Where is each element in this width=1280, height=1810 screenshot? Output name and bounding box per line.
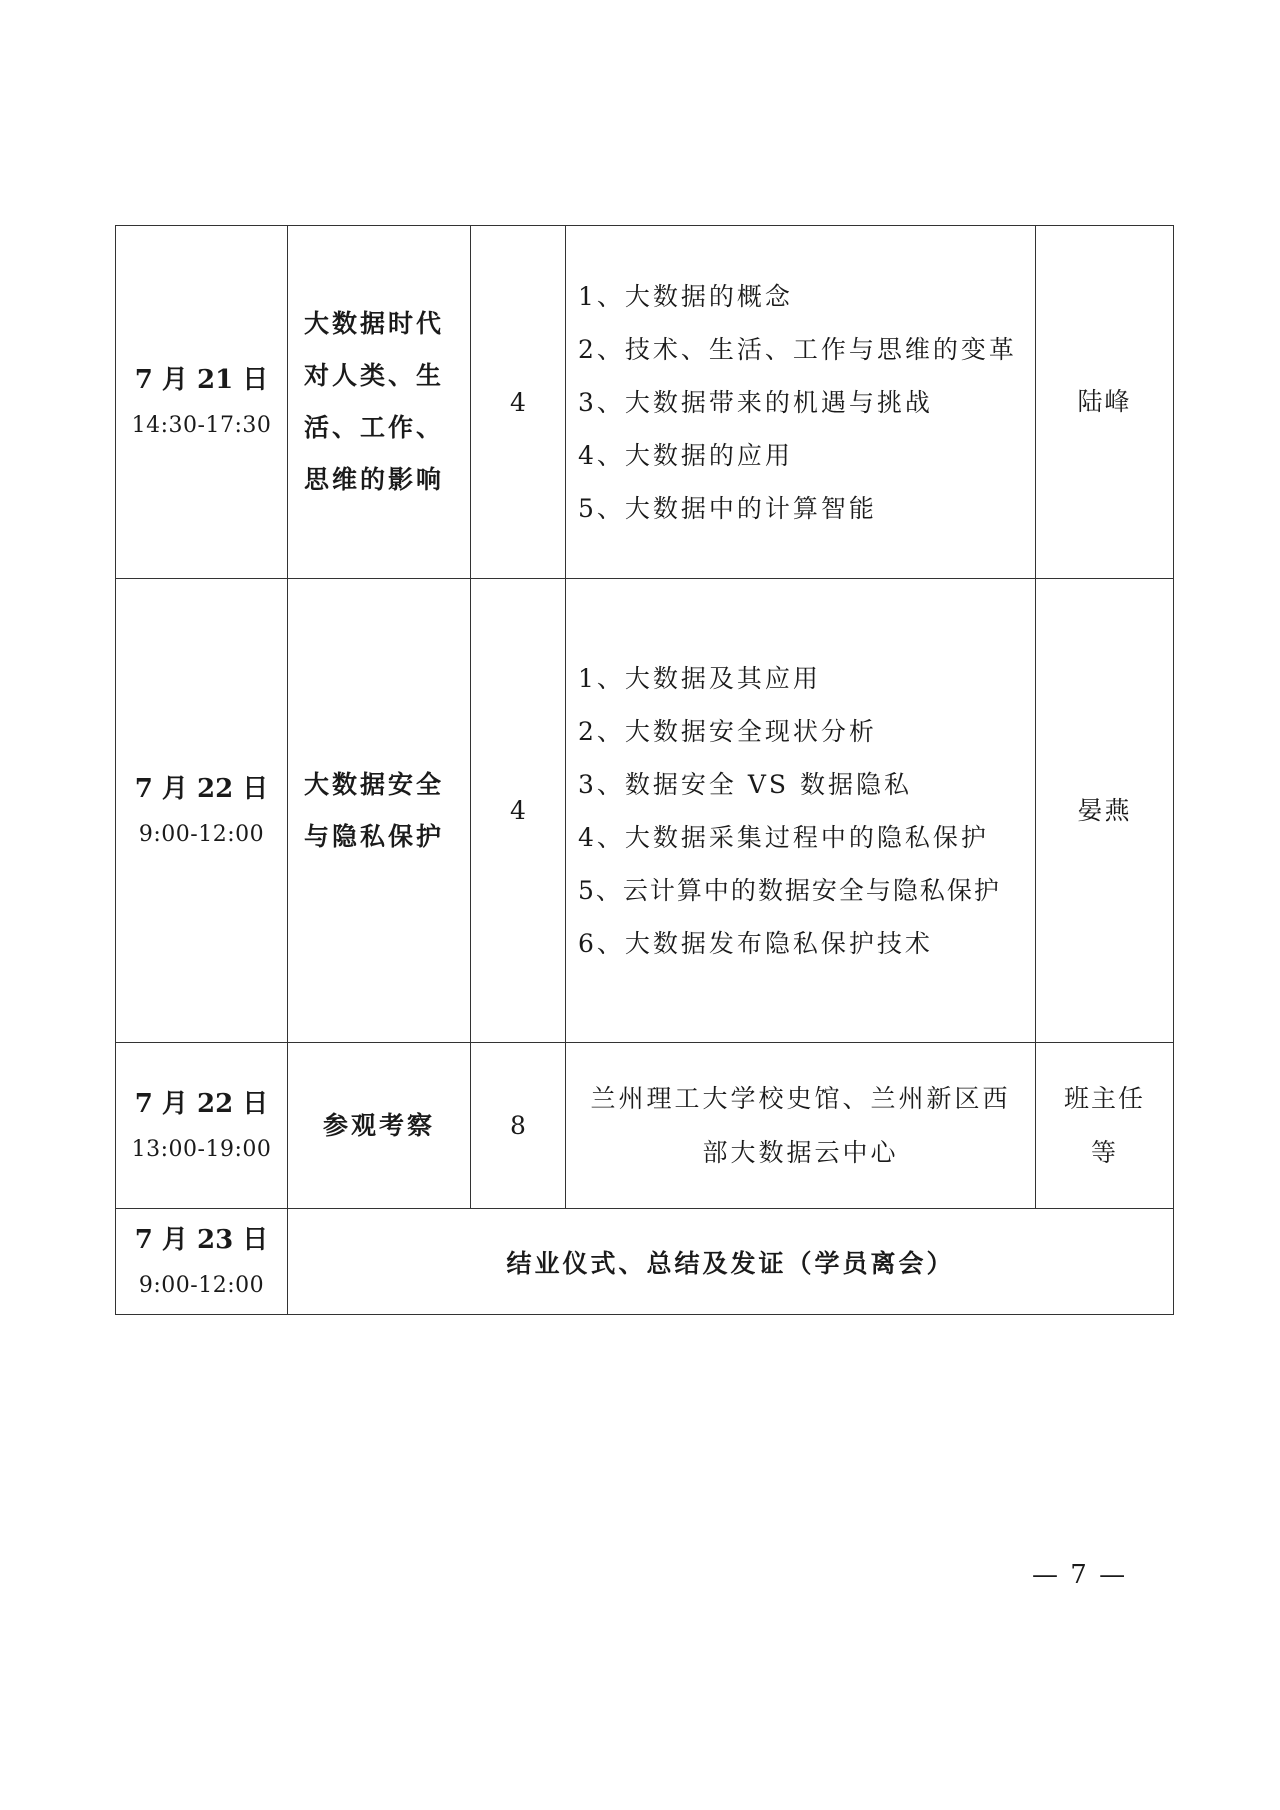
topic-line: 思维的影响	[304, 465, 445, 494]
content-item: 6、大数据发布隐私保护技术	[578, 928, 933, 958]
topic-line: 对人类、生	[304, 361, 445, 390]
session-time: 9:00-12:00	[138, 821, 265, 847]
teacher-cell	[1036, 226, 1174, 579]
content-item: 1、大数据及其应用	[578, 663, 821, 693]
content-item: 兰州理工大学校史馆、兰州新区西	[590, 1083, 1011, 1113]
date-cell	[116, 1043, 288, 1209]
topic-line: 大数据时代	[304, 309, 445, 338]
teacher-name: 陆峰	[1077, 387, 1132, 416]
topic-cell	[288, 226, 471, 579]
ceremony-cell: 结业仪式、总结及发证（学员离会）	[288, 1209, 1174, 1315]
content-item: 4、大数据采集过程中的隐私保护	[578, 822, 989, 852]
session-date: 7 月 22 日	[134, 1088, 269, 1119]
topic-line: 活、工作、	[304, 413, 445, 442]
session-time: 14:30-17:30	[131, 413, 272, 438]
content-item: 3、大数据带来的机遇与挑战	[578, 387, 933, 417]
table-row	[116, 226, 1174, 579]
content-cell	[566, 226, 1036, 579]
content-item: 5、云计算中的数据安全与隐私保护	[578, 875, 1001, 905]
topic-line: 大数据安全	[304, 769, 445, 799]
content-item: 5、大数据中的计算智能	[578, 493, 877, 523]
teacher-name: 晏燕	[1077, 795, 1132, 825]
topic-cell	[288, 579, 471, 1043]
session-time: 9:00-12:00	[138, 1272, 265, 1298]
hours-cell: 4	[471, 226, 566, 579]
content-item: 4、大数据的应用	[578, 440, 793, 470]
session-date: 7 月 21 日	[134, 365, 269, 395]
hours-cell: 4	[471, 579, 566, 1043]
content-item: 1、大数据的概念	[578, 281, 793, 311]
content-cell	[566, 1043, 1036, 1209]
date-cell	[116, 226, 288, 579]
hours-cell: 8	[471, 1043, 566, 1209]
teacher-cell	[1036, 579, 1174, 1043]
teacher-name: 班主任	[1063, 1083, 1145, 1113]
schedule-table	[115, 225, 1174, 1315]
table-row	[116, 579, 1174, 1043]
table-row	[116, 1043, 1174, 1209]
topic-line: 参观考察	[322, 1110, 435, 1140]
topic-line: 与隐私保护	[304, 821, 445, 851]
date-cell	[116, 579, 288, 1043]
session-date: 7 月 23 日	[134, 1224, 269, 1255]
content-item: 部大数据云中心	[702, 1137, 899, 1167]
session-time: 13:00-19:00	[131, 1136, 272, 1162]
page-number: — 7 —	[1032, 1560, 1128, 1590]
topic-cell	[288, 1043, 471, 1209]
teacher-name: 等	[1090, 1137, 1118, 1167]
content-item: 2、技术、生活、工作与思维的变革	[578, 334, 1017, 364]
content-cell	[566, 579, 1036, 1043]
teacher-cell	[1036, 1043, 1174, 1209]
session-date: 7 月 22 日	[134, 773, 269, 804]
date-cell	[116, 1209, 288, 1315]
content-item: 3、数据安全 VS 数据隐私	[578, 769, 912, 799]
table-row	[116, 1209, 1174, 1315]
content-item: 2、大数据安全现状分析	[578, 716, 877, 746]
